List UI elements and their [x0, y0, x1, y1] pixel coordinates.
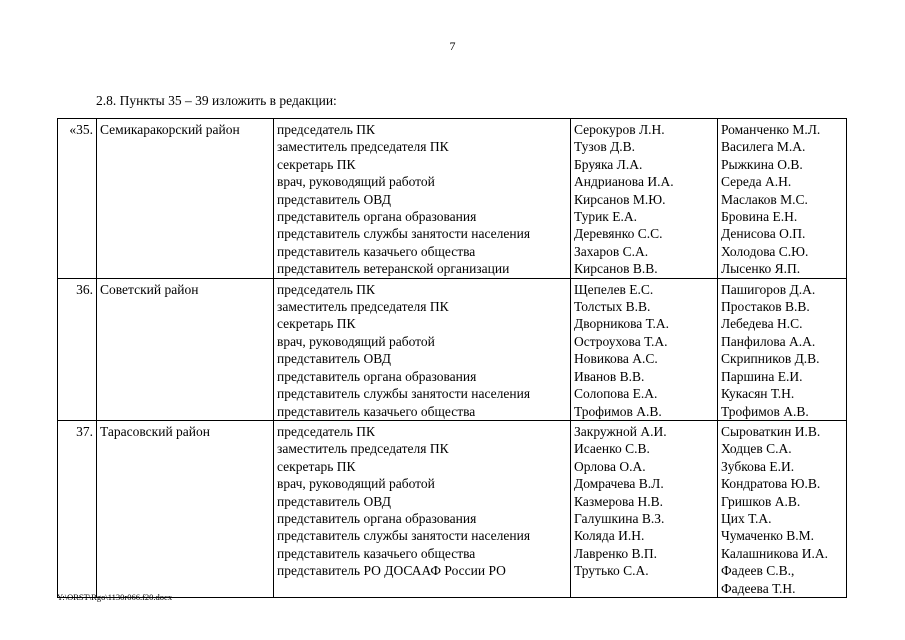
role-line: представитель ОВД — [277, 351, 391, 367]
district-name: Тарасовский район — [97, 420, 274, 597]
reserve-member-name: Рыжкина О.В. — [721, 156, 803, 172]
main-member-cell — [571, 119, 718, 279]
main-member-name: Лавренко В.П. — [574, 545, 657, 561]
table-row — [58, 420, 847, 597]
main-member-name: Захаров С.А. — [574, 243, 649, 259]
main-member-name: Казмерова Н.В. — [574, 493, 664, 509]
role-cell — [274, 119, 571, 279]
reserve-member-name: Романченко М.Л. — [721, 122, 821, 137]
reserve-member-name: Гришков А.В. — [721, 493, 801, 509]
reserve-member-name: Простаков В.В. — [721, 299, 810, 315]
reserve-member-name: Холодова С.Ю. — [721, 243, 809, 259]
role-line: представитель ОВД — [277, 191, 391, 207]
role-line: представитель ветеранской организации — [277, 261, 510, 277]
reserve-member-name: Лысенко Я.П. — [721, 261, 801, 277]
main-member-name: Остроухова Т.А. — [574, 333, 668, 349]
role-line: секретарь ПК — [277, 316, 356, 332]
main-member-name: Серокуров Л.Н. — [574, 122, 665, 137]
intro-text: 2.8. Пункты 35 – 39 изложить в редакции: — [96, 93, 337, 108]
reserve-member-name: Скрипников Д.В. — [721, 351, 820, 367]
reserve-member-name: Пашигоров Д.А. — [721, 281, 816, 297]
row-number: 36. — [58, 278, 97, 420]
reserve-member-cell — [718, 119, 847, 279]
district-name: Советский район — [97, 278, 274, 420]
reserve-member-name: Бровина Е.Н. — [721, 209, 798, 225]
footer-file-path: Y:\ORST\Rgo\1130r066.f20.docx — [57, 592, 173, 602]
main-member-name: Кирсанов В.В. — [574, 261, 658, 277]
main-member-name: Домрачева В.Л. — [574, 476, 664, 492]
table-row — [58, 119, 847, 279]
role-line: врач, руководящий работой — [277, 174, 435, 190]
role-line: представитель казачьего общества — [277, 403, 476, 419]
reserve-member-name: Маслаков М.С. — [721, 191, 808, 207]
role-line: секретарь ПК — [277, 458, 356, 474]
role-line: представитель службы занятости населения — [277, 386, 531, 402]
role-line: председатель ПК — [277, 122, 376, 137]
role-line: представитель казачьего общества — [277, 545, 476, 561]
reserve-member-name: Денисова О.П. — [721, 226, 806, 242]
role-cell — [274, 278, 571, 420]
role-line: заместитель председателя ПК — [277, 139, 449, 155]
reserve-member-name: Паршина Е.И. — [721, 368, 803, 384]
main-member-name: Новикова А.С. — [574, 351, 658, 367]
main-member-name: Иванов В.В. — [574, 368, 645, 384]
main-member-name: Солопова Е.А. — [574, 386, 658, 402]
main-member-name: Андрианова И.А. — [574, 174, 674, 190]
main-member-name: Орлова О.А. — [574, 458, 646, 474]
role-line: представитель органа образования — [277, 209, 477, 225]
page-number: 7 — [449, 39, 456, 53]
reserve-member-name: Калашникова И.А. — [721, 545, 828, 561]
reserve-member-name: Середа А.Н. — [721, 174, 792, 190]
reserve-member-name: Кукасян Т.Н. — [721, 386, 795, 402]
main-member-name: Исаенко С.В. — [574, 441, 650, 457]
role-line: представитель службы занятости населения — [277, 528, 531, 544]
reserve-member-name: Кондратова Ю.В. — [721, 476, 821, 492]
role-line: представитель казачьего общества — [277, 243, 476, 259]
reserve-member-name: Сыроваткин И.В. — [721, 423, 821, 439]
reserve-member-cell — [718, 420, 847, 597]
district-name: Семикаракорский район — [97, 119, 274, 279]
main-member-name: Кирсанов М.Ю. — [574, 191, 666, 207]
role-line: заместитель председателя ПК — [277, 441, 449, 457]
role-line: председатель ПК — [277, 423, 376, 439]
reserve-member-name: Чумаченко В.М. — [721, 528, 815, 544]
reserve-member-name: Трофимов А.В. — [721, 403, 809, 419]
main-member-name: Щепелев Е.С. — [574, 281, 654, 297]
main-member-name: Дворникова Т.А. — [574, 316, 670, 332]
role-line: представитель органа образования — [277, 368, 477, 384]
reserve-member-name: Ходцев С.А. — [721, 441, 792, 457]
main-member-name: Деревянко С.С. — [574, 226, 663, 242]
role-line: врач, руководящий работой — [277, 476, 435, 492]
main-member-name: Коляда И.Н. — [574, 528, 645, 544]
reserve-member-name: Цих Т.А. — [721, 510, 772, 526]
role-line: заместитель председателя ПК — [277, 299, 449, 315]
role-line: секретарь ПК — [277, 156, 356, 172]
table-row — [58, 278, 847, 420]
role-cell — [274, 420, 571, 597]
row-number: «35. — [58, 119, 97, 279]
reserve-member-cell — [718, 278, 847, 420]
main-member-name: Тузов Д.В. — [574, 139, 636, 155]
main-member-name: Бруяка Л.А. — [574, 156, 643, 172]
commission-table — [57, 118, 847, 598]
main-member-name: Толстых В.В. — [574, 299, 651, 315]
role-line: врач, руководящий работой — [277, 333, 435, 349]
reserve-member-name: Зубкова Е.И. — [721, 458, 795, 474]
main-member-name: Турик Е.А. — [574, 209, 637, 225]
reserve-member-name: Панфилова А.А. — [721, 333, 816, 349]
role-line: представитель ОВД — [277, 493, 391, 509]
row-number: 37. — [58, 420, 97, 597]
reserve-member-name: Фадеева Т.Н. — [721, 580, 796, 596]
role-line: представитель службы занятости населения — [277, 226, 531, 242]
main-member-cell — [571, 278, 718, 420]
role-line: председатель ПК — [277, 281, 376, 297]
main-member-name: Трофимов А.В. — [574, 403, 662, 419]
main-member-name: Трутько С.А. — [574, 563, 649, 579]
reserve-member-name: Лебедева Н.С. — [721, 316, 803, 332]
role-line: представитель РО ДОСААФ России РО — [277, 563, 506, 579]
main-member-name: Закружной А.И. — [574, 423, 667, 439]
main-member-cell — [571, 420, 718, 597]
reserve-member-name: Фадеев С.В., — [721, 563, 795, 579]
role-line: представитель органа образования — [277, 510, 477, 526]
reserve-member-name: Василега М.А. — [721, 139, 806, 155]
main-member-name: Галушкина В.З. — [574, 510, 665, 526]
